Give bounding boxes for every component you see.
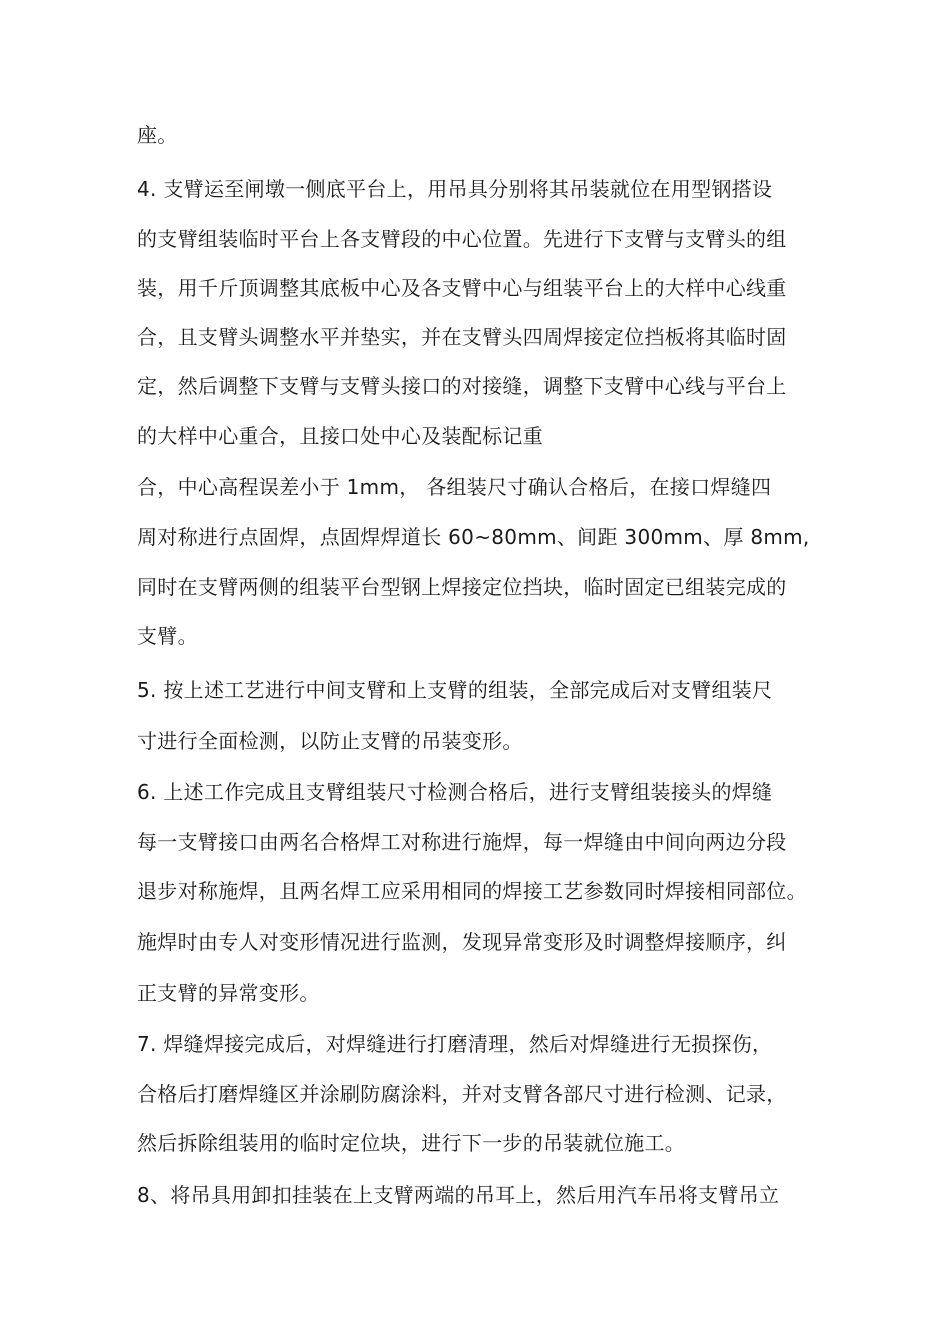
text-line: 座。: [137, 123, 178, 147]
text-line: 寸进行全面检测，以防止支臂的吊装变形。: [137, 729, 523, 753]
text-line: 8、将吊具用卸扣挂装在上支臂两端的吊耳上，然后用汽车吊将支臂吊立: [137, 1183, 780, 1207]
text-line: 同时在支臂两侧的组装平台型钢上焊接定位挡块，临时固定已组装完成的: [137, 575, 787, 599]
text-line: 支臂。: [137, 624, 198, 648]
text-line: 施焊时由专人对变形情况进行监测，发现异常变形及时调整焊接顺序，纠: [137, 930, 787, 954]
text-line: 退步对称施焊，且两名焊工应采用相同的焊接工艺参数同时焊接相同部位。: [137, 879, 807, 903]
text-line: 然后拆除组装用的临时定位块，进行下一步的吊装就位施工。: [137, 1131, 686, 1155]
text-line: 正支臂的异常变形。: [137, 981, 320, 1005]
text-line: 的大样中心重合，且接口处中心及装配标记重: [137, 424, 543, 448]
text-line: 的支臂组装临时平台上各支臂段的中心位置。先进行下支臂与支臂头的组: [137, 227, 787, 251]
text-line: 合格后打磨焊缝区并涂刷防腐涂料，并对支臂各部尺寸进行检测、记录，: [137, 1082, 787, 1106]
text-line: 6. 上述工作完成且支臂组装尺寸检测合格后，进行支臂组装接头的焊缝: [137, 780, 773, 804]
text-line: 周对称进行点固焊，点固焊焊道长 60~80mm、间距 300mm、厚 8mm,: [137, 525, 810, 549]
text-line: 7. 焊缝焊接完成后，对焊缝进行打磨清理，然后对焊缝进行无损探伤，: [137, 1032, 773, 1056]
text-line: 5. 按上述工艺进行中间支臂和上支臂的组装，全部完成后对支臂组装尺: [137, 678, 773, 702]
text-line: 装，用千斤顶调整其底板中心及各支臂中心与组装平台上的大样中心线重: [137, 276, 787, 300]
text-line: 每一支臂接口由两名合格焊工对称进行施焊，每一焊缝由中间向两边分段: [137, 830, 787, 854]
text-line: 定，然后调整下支臂与支臂头接口的对接缝，调整下支臂中心线与平台上: [137, 374, 787, 398]
text-line: 合，中心高程误差小于 1mm， 各组装尺寸确认合格后，在接口焊缝四: [137, 475, 772, 499]
text-line: 合，且支臂头调整水平并垫实，并在支臂头四周焊接定位挡板将其临时固: [137, 325, 787, 349]
text-line: 4. 支臂运至闸墩一侧底平台上，用吊具分别将其吊装就位在用型钢搭设: [137, 177, 773, 201]
